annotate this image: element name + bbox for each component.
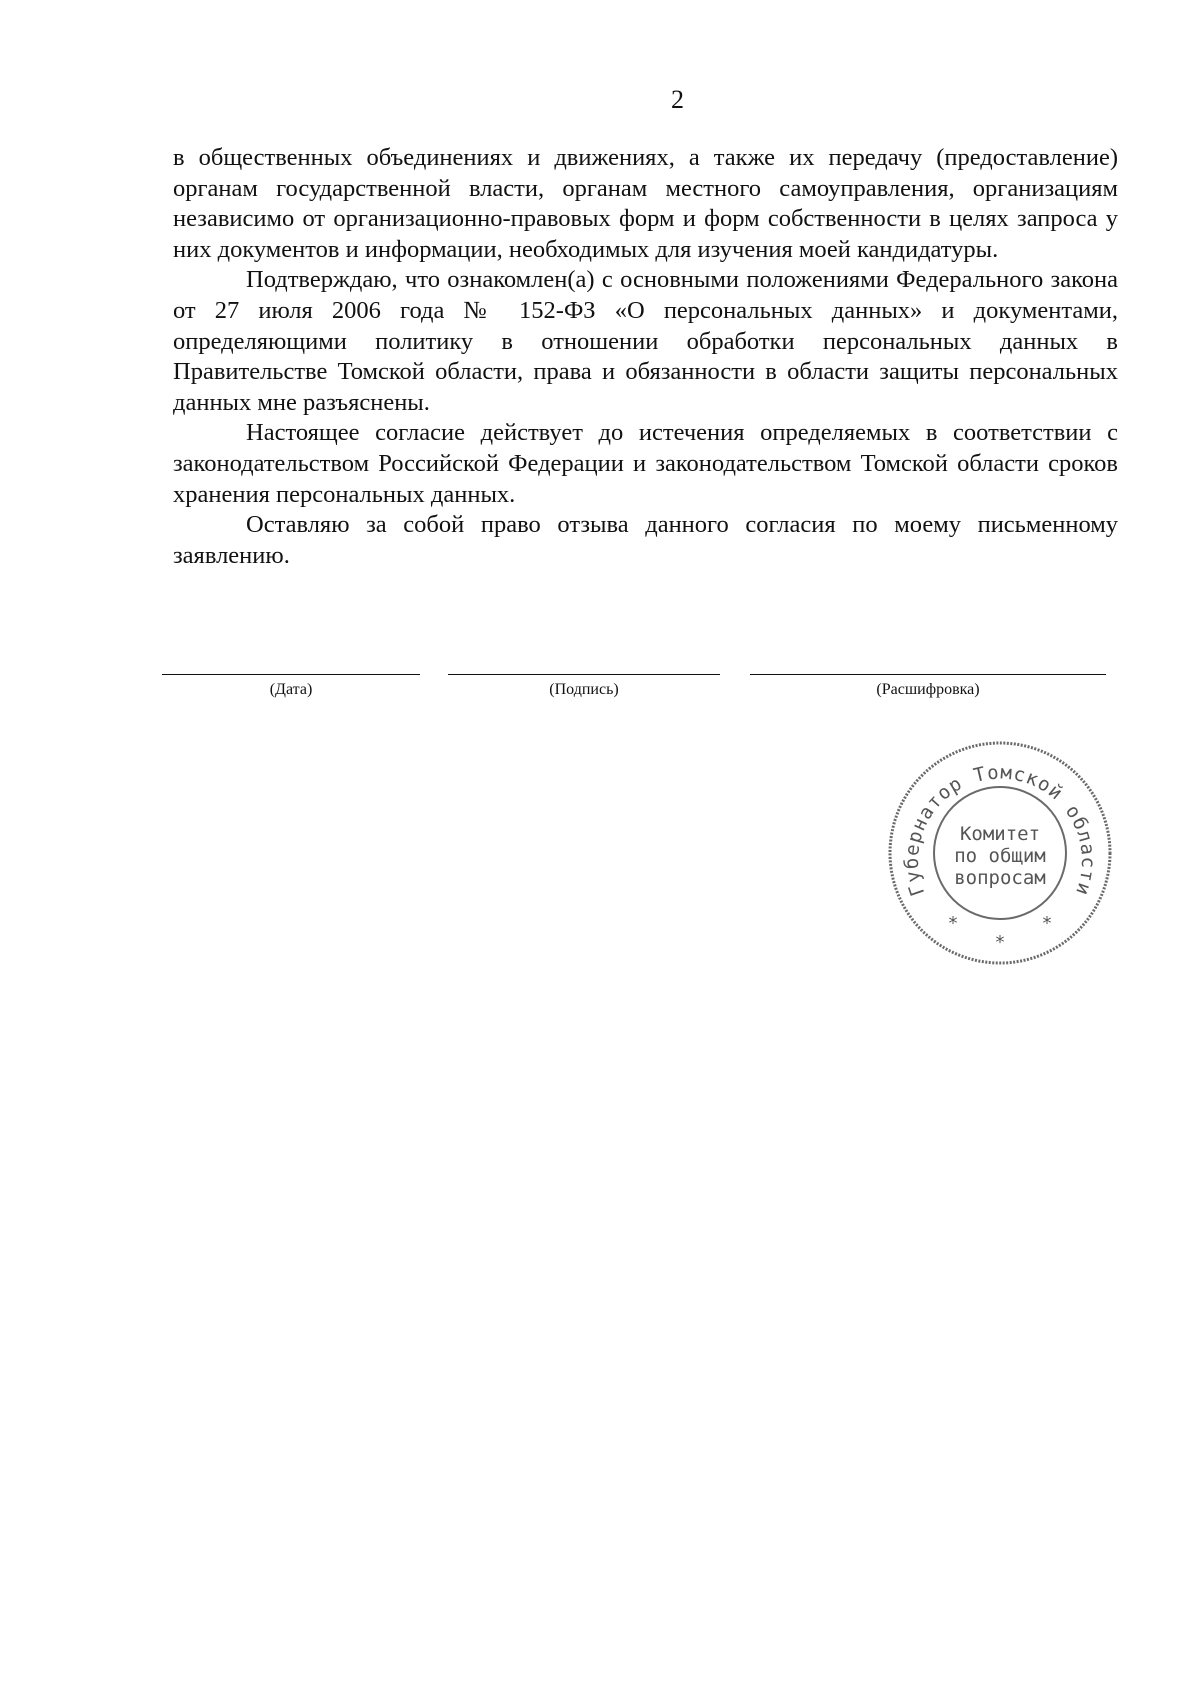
stamp-star-bottom-icon: *: [995, 932, 1005, 953]
paragraph-2: Подтверждаю, что ознакомлен(а) с основными положениями Федерального закона от 27 июля 2006 года № 152-ФЗ «О персональных данных» и документами, определяющими политику в отношении обработки персональных данных в Правительстве Томской области, права и обязанности в области защиты персональных данных мне разъяснены.: [173, 266, 1118, 416]
date-caption: (Дата): [269, 681, 313, 698]
stamp-center-line-3: вопросам: [954, 867, 1046, 889]
date-line: [162, 674, 420, 675]
page-number: 2: [671, 85, 684, 114]
signature-caption: (Подпись): [549, 681, 619, 698]
stamp-ring-text: Губернатор Томской области: [900, 761, 1100, 899]
paragraph-3: Настоящее согласие действует до истечения определяемых в соответствии с законодательством Российской Федерации и законодательством Томской области сроков хранения персональных данных.: [173, 419, 1118, 508]
paragraph-1: в общественных объединениях и движениях, а также их передачу (предоставление) органам государственной власти, органам местного самоуправления, организациям независимо от организационно-правовых форм и форм собственности в целях запроса у них документов и информации, необходимых для изучения моей кандидатуры.: [173, 144, 1118, 263]
paragraph-4: Оставляю за собой право отзыва данного согласия по моему письменному заявлению.: [173, 511, 1118, 569]
body-text: [173, 143, 1118, 571]
stamp-star-left-icon: *: [948, 913, 958, 934]
decoding-caption: (Расшифровка): [876, 681, 980, 698]
stamp-center-line-2: по общим: [954, 845, 1046, 867]
stamp-star-right-icon: *: [1042, 913, 1052, 934]
official-stamp: [885, 738, 1115, 968]
decoding-line: [750, 674, 1106, 675]
signature-line: [448, 674, 720, 675]
stamp-center-line-1: Комитет: [959, 823, 1041, 845]
